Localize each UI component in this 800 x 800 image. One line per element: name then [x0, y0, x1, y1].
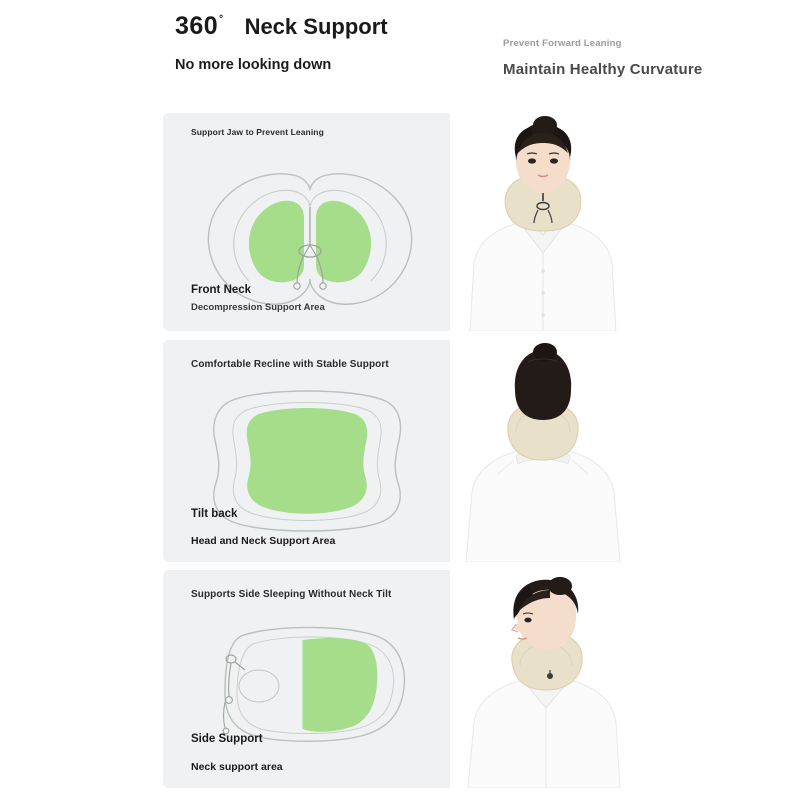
diagram-side-support — [163, 570, 450, 788]
page-title — [175, 12, 388, 41]
feature-panel-front-neck — [163, 113, 637, 331]
feature-panel-tilt-back — [163, 340, 637, 562]
title-text: Neck Support — [244, 14, 388, 39]
panel-2-caption-sub: Neck support area — [191, 761, 283, 773]
panel-0-caption-top: Support Jaw to Prevent Leaning — [191, 127, 324, 137]
degree-symbol: ˚ — [219, 13, 224, 28]
panel-1-caption-main: Tilt back — [191, 508, 238, 520]
panel-0-caption-sub: Decompression Support Area — [191, 302, 325, 313]
page-header — [0, 0, 800, 110]
feature-panel-side-support — [163, 570, 637, 788]
photo-front-view — [450, 113, 637, 331]
photo-side-view — [450, 570, 637, 788]
title-badge-number: 360 — [175, 12, 219, 40]
panel-0-caption-main: Front Neck — [191, 284, 252, 296]
photo-back-view — [450, 340, 637, 562]
panel-2-caption-main: Side Support — [191, 733, 263, 745]
panel-1-caption-top: Comfortable Recline with Stable Support — [191, 359, 389, 370]
panel-1-caption-sub: Head and Neck Support Area — [191, 535, 336, 547]
diagram-tilt-back — [163, 340, 450, 562]
diagram-front-neck — [163, 113, 450, 331]
header-note-small: Prevent Forward Leaning — [503, 38, 622, 49]
header-note-large: Maintain Healthy Curvature — [503, 61, 703, 78]
panel-2-caption-top: Supports Side Sleeping Without Neck Tilt — [191, 589, 392, 600]
page-subtitle: No more looking down — [175, 57, 332, 73]
